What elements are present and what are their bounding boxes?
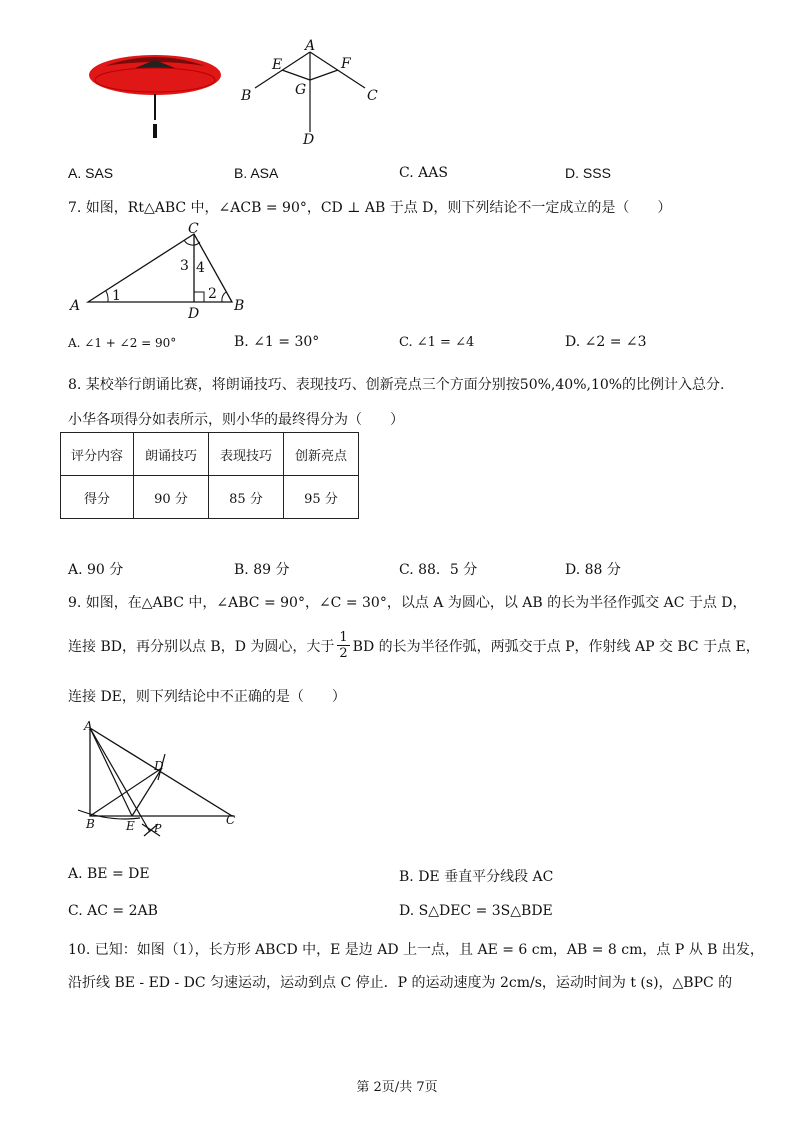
q8-option-b: B. 89 分: [234, 562, 290, 578]
label-b: B: [234, 298, 245, 314]
umbrella-geometry-figure: [235, 36, 385, 148]
q10-question-line2: 沿折线 BE - ED - DC 匀速运动，运动到点 C 停止．P 的运动速度为 2cm/s，运动时间为 t (s)，△BPC 的: [68, 975, 733, 991]
q7-option-d: D. ∠2 = ∠3: [565, 334, 647, 350]
label-1: 1: [112, 288, 121, 304]
label-a: A: [70, 298, 81, 314]
q8-question-line1: 8. 某校举行朗诵比赛，将朗诵技巧、表现技巧、创新亮点三个方面分别按50%,40%,10%的比例计入总分.: [68, 377, 725, 393]
q9-line2-text-post: BD 的长为半径作弧，两弧交于点 P，作射线 AP 交 BC 于点 E，: [352, 638, 760, 655]
q6-option-b: B. ASA: [234, 165, 279, 181]
label-e: E: [126, 819, 135, 833]
table-row: [61, 476, 359, 519]
table-cell: 朗诵技巧: [134, 433, 209, 476]
label-c: C: [367, 88, 378, 104]
score-table: [60, 432, 359, 519]
table-cell: 表现技巧: [209, 433, 284, 476]
q7-option-b: B. ∠1 = 30°: [234, 334, 320, 350]
q9-option-a: A. BE = DE: [68, 866, 150, 882]
q9-question-line3: 连接 DE，则下列结论中不正确的是（ ）: [68, 689, 346, 705]
label-b: B: [241, 88, 252, 104]
q9-option-d: D. S△DEC = 3S△BDE: [399, 903, 553, 919]
q7-triangle-figure: [62, 222, 262, 322]
q9-question-line2: [68, 630, 760, 661]
label-c: C: [226, 813, 236, 827]
table-cell: 90 分: [134, 476, 209, 519]
q6-option-c: C. AAS: [399, 165, 448, 181]
table-cell: 创新亮点: [284, 433, 359, 476]
q9-triangle-figure: [70, 718, 250, 842]
umbrella-illustration: [85, 50, 225, 142]
table-header-row: [61, 433, 359, 476]
label-b: B: [86, 817, 95, 831]
q9-line2-text-pre: 连接 BD，再分别以点 B，D 为圆心，大于: [68, 638, 335, 655]
label-d: D: [303, 132, 315, 148]
label-p: P: [154, 822, 162, 835]
label-3: 3: [180, 258, 189, 274]
q8-option-a: A. 90 分: [68, 562, 124, 578]
label-f: F: [341, 56, 351, 72]
q8-question-line2: 小华各项得分如表所示，则小华的最终得分为（ ）: [68, 412, 404, 428]
q9-option-c: C. AC = 2AB: [68, 903, 158, 919]
label-e: E: [272, 57, 283, 73]
label-4: 4: [196, 260, 205, 276]
label-c: C: [188, 222, 199, 237]
label-d: D: [154, 759, 164, 773]
q9-option-b: B. DE 垂直平分线段 AC: [399, 869, 554, 885]
q9-fraction: [337, 630, 349, 661]
table-cell: 得分: [61, 476, 134, 519]
q6-option-d: D. SSS: [565, 165, 611, 181]
q7-question: 7. 如图，Rt△ABC 中，∠ACB = 90°，CD ⊥ AB 于点 D，则下列结论不一定成立的是（ ）: [68, 200, 672, 216]
label-a: A: [305, 38, 316, 54]
q8-option-c: C. 88．5 分: [399, 562, 478, 578]
q9-question-line1: 9. 如图，在△ABC 中，∠ABC = 90°，∠C = 30°，以点 A 为圆心，以 AB 的长为半径作弧交 AC 于点 D，: [68, 595, 747, 611]
q10-question-line1: 10. 已知：如图（1），长方形 ABCD 中，E 是边 AD 上一点，且 AE = 6 cm，AB = 8 cm，点 P 从 B 出发，: [68, 942, 764, 958]
q7-option-c: C. ∠1 = ∠4: [399, 335, 475, 350]
label-d: D: [188, 306, 200, 322]
label-2: 2: [208, 286, 217, 302]
fraction-denominator: 2: [339, 646, 348, 661]
q8-option-d: D. 88 分: [565, 562, 621, 578]
fraction-numerator: 1: [339, 630, 348, 645]
q6-option-a: A. SAS: [68, 165, 114, 181]
table-cell: 85 分: [209, 476, 284, 519]
table-cell: 95 分: [284, 476, 359, 519]
page-footer: 第 2页/共 7页: [356, 1080, 438, 1095]
q7-option-a: A. ∠1 + ∠2 = 90°: [68, 336, 177, 350]
table-cell: 评分内容: [61, 433, 134, 476]
label-a: A: [84, 719, 93, 733]
label-g: G: [295, 82, 307, 98]
